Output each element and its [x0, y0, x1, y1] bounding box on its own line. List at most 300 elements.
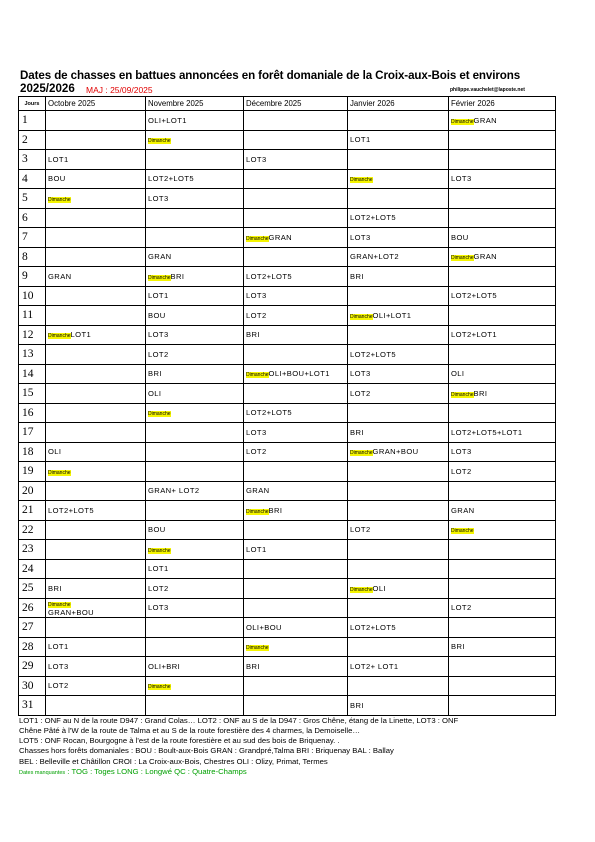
hunt-entry: BRI [48, 583, 62, 593]
hunt-cell [244, 169, 348, 189]
hunt-entry: OLI+LOT1 [148, 115, 187, 125]
hunt-cell [244, 540, 348, 560]
hunt-entry: LOT2+LOT5 [350, 349, 397, 359]
table-row [19, 657, 556, 677]
table-row [19, 228, 556, 248]
hunt-cell [46, 208, 146, 228]
hunt-entry: LOT2 [350, 388, 371, 398]
hunt-cell [449, 540, 556, 560]
day-number: 8 [19, 247, 46, 267]
hunt-entry: LOT3 [148, 193, 169, 203]
table-row [19, 286, 556, 306]
hunt-entry: LOT1 [48, 642, 69, 652]
hunt-cell [146, 364, 244, 384]
table-row [19, 676, 556, 696]
hunt-cell [244, 676, 348, 696]
hunt-cell [449, 228, 556, 248]
hunt-entry: LOT2+LOT5 [48, 505, 95, 515]
hunt-cell [46, 345, 146, 365]
hunt-cell [348, 111, 449, 131]
hunt-cell [449, 501, 556, 521]
table-row [19, 559, 556, 579]
hunt-calendar-table [18, 96, 556, 716]
hunt-cell [244, 267, 348, 287]
day-number: 23 [19, 540, 46, 560]
hunt-entry: LOT2+LOT5 [350, 622, 397, 632]
hunt-cell [46, 150, 146, 170]
hunt-entry: LOT2 [148, 349, 169, 359]
hunt-cell [46, 189, 146, 209]
hunt-cell [244, 423, 348, 443]
hunt-cell [46, 579, 146, 599]
hunt-cell [46, 696, 146, 716]
hunt-cell [244, 462, 348, 482]
hunt-cell [449, 579, 556, 599]
hunt-cell [244, 520, 348, 540]
table-row [19, 130, 556, 150]
hunt-entry: BRI [148, 369, 162, 379]
hunt-cell [244, 111, 348, 131]
sunday-marker: Dimanche [48, 333, 71, 340]
table-row [19, 520, 556, 540]
hunt-cell [449, 384, 556, 404]
hunt-cell [46, 559, 146, 579]
column-header-days: Jours [19, 97, 46, 111]
day-number: 28 [19, 637, 46, 657]
hunt-cell [146, 189, 244, 209]
page-title: Dates de chasses en battues annoncées en forêt domaniale de la Croix-aux-Bois et environs [20, 69, 521, 82]
hunt-entry: GRAN+BOU [48, 607, 95, 617]
hunt-cell [46, 501, 146, 521]
hunt-cell [449, 267, 556, 287]
hunt-cell [46, 306, 146, 326]
hunt-cell [348, 637, 449, 657]
hunt-cell [46, 130, 146, 150]
hunt-entry: LOT2 [246, 447, 267, 457]
calendar-body [19, 111, 556, 716]
hunt-cell [244, 579, 348, 599]
day-number: 17 [19, 423, 46, 443]
hunt-entry: LOT1 [148, 291, 169, 301]
hunt-cell [449, 286, 556, 306]
day-number: 4 [19, 169, 46, 189]
hunt-cell [146, 208, 244, 228]
hunt-cell [244, 130, 348, 150]
table-row [19, 462, 556, 482]
table-row [19, 442, 556, 462]
hunt-cell [449, 189, 556, 209]
hunt-cell [244, 189, 348, 209]
table-row [19, 637, 556, 657]
hunt-entry: LOT2+ LOT1 [350, 661, 399, 671]
table-row [19, 403, 556, 423]
hunt-entry: GRAN [451, 505, 475, 515]
hunt-cell [146, 345, 244, 365]
hunt-cell [244, 208, 348, 228]
hunt-entry: BRI [473, 388, 488, 398]
hunt-cell [244, 403, 348, 423]
hunt-cell [244, 247, 348, 267]
hunt-cell [146, 169, 244, 189]
hunt-entry: OLI [148, 388, 162, 398]
hunt-cell [46, 384, 146, 404]
table-row [19, 423, 556, 443]
column-header-month: Janvier 2026 [348, 97, 449, 111]
hunt-cell [146, 676, 244, 696]
contact-email: philippe.vauchelet@laposte.net [450, 87, 525, 93]
sunday-marker: Dimanche [451, 118, 474, 125]
hunt-cell [449, 481, 556, 501]
hunt-cell [146, 540, 244, 560]
day-number: 10 [19, 286, 46, 306]
missing-dates-text: : TOG : Toges LONG : Longwé QC : Quatre-Champs [65, 767, 247, 776]
hunt-entry: LOT2 [148, 583, 169, 593]
hunt-cell [348, 598, 449, 618]
hunt-cell [449, 637, 556, 657]
hunt-entry: OLI+LOT1 [372, 310, 412, 320]
hunt-entry: LOT1 [148, 564, 169, 574]
hunt-cell [244, 481, 348, 501]
hunt-cell [348, 228, 449, 248]
hunt-cell [146, 130, 244, 150]
table-row [19, 540, 556, 560]
hunt-entry: BRI [451, 642, 465, 652]
hunt-entry: LOT2+LOT5 [246, 408, 293, 418]
hunt-cell [146, 481, 244, 501]
hunt-entry: BRI [350, 271, 364, 281]
day-number: 15 [19, 384, 46, 404]
hunt-cell [244, 559, 348, 579]
column-header-month: Novembre 2025 [146, 97, 244, 111]
hunt-cell [146, 423, 244, 443]
day-number: 27 [19, 618, 46, 638]
sunday-marker: Dimanche [148, 684, 171, 691]
table-row [19, 247, 556, 267]
hunt-entry: GRAN+LOT2 [350, 252, 399, 262]
hunt-cell [244, 306, 348, 326]
day-number: 18 [19, 442, 46, 462]
hunt-cell [244, 501, 348, 521]
day-number: 9 [19, 267, 46, 287]
sunday-marker: Dimanche [246, 235, 269, 242]
hunt-cell [348, 579, 449, 599]
season-label: 2025/2026 [20, 82, 75, 95]
hunt-entry: LOT2 [350, 525, 371, 535]
hunt-cell [348, 657, 449, 677]
hunt-cell [146, 598, 244, 618]
hunt-cell [146, 559, 244, 579]
hunt-cell [46, 364, 146, 384]
hunt-entry: BRI [350, 427, 364, 437]
day-number: 22 [19, 520, 46, 540]
sunday-marker: Dimanche [148, 411, 171, 418]
hunt-cell [449, 111, 556, 131]
day-number: 3 [19, 150, 46, 170]
hunt-cell [146, 520, 244, 540]
hunt-entry: BOU [148, 525, 166, 535]
hunt-cell [146, 618, 244, 638]
column-header-month: Décembre 2025 [244, 97, 348, 111]
sunday-marker: Dimanche [350, 586, 373, 593]
hunt-cell [146, 306, 244, 326]
hunt-cell [46, 403, 146, 423]
hunt-entry: BRI [246, 661, 260, 671]
hunt-entry: BRI [268, 505, 283, 515]
hunt-cell [46, 228, 146, 248]
hunt-cell [348, 618, 449, 638]
hunt-cell [244, 637, 348, 657]
hunt-cell [46, 169, 146, 189]
hunt-entry: LOT2 [246, 310, 267, 320]
sunday-marker: Dimanche [451, 391, 474, 398]
hunt-cell [348, 169, 449, 189]
table-row [19, 189, 556, 209]
hunt-entry: LOT3 [451, 174, 472, 184]
hunt-entry: GRAN [268, 232, 293, 242]
column-header-month: Octobre 2025 [46, 97, 146, 111]
hunt-cell [449, 423, 556, 443]
hunt-cell [348, 247, 449, 267]
hunt-cell [449, 130, 556, 150]
sunday-marker: Dimanche [148, 138, 171, 145]
hunt-entry: LOT2 [451, 603, 472, 613]
sunday-marker: Dimanche [350, 450, 373, 457]
update-date: MAJ : 25/09/2025 [86, 85, 153, 95]
hunt-cell [46, 286, 146, 306]
table-row [19, 325, 556, 345]
table-row [19, 169, 556, 189]
hunt-entry: LOT3 [350, 232, 371, 242]
hunt-cell [449, 598, 556, 618]
day-number: 11 [19, 306, 46, 326]
day-number: 16 [19, 403, 46, 423]
day-number: 21 [19, 501, 46, 521]
hunt-cell [449, 364, 556, 384]
hunt-cell [46, 520, 146, 540]
hunt-cell [46, 657, 146, 677]
hunt-cell [146, 462, 244, 482]
day-number: 20 [19, 481, 46, 501]
hunt-cell [244, 442, 348, 462]
hunt-cell [449, 325, 556, 345]
hunt-entry: LOT2+LOT5 [350, 213, 397, 223]
sunday-marker: Dimanche [246, 508, 269, 515]
sunday-marker: Dimanche [148, 547, 171, 554]
hunt-cell [244, 657, 348, 677]
table-header-row [19, 97, 556, 111]
hunt-cell [348, 345, 449, 365]
hunt-entry: LOT3 [148, 330, 169, 340]
hunt-cell [348, 130, 449, 150]
hunt-entry: LOT2+LOT5 [246, 271, 293, 281]
hunt-entry: GRAN+ LOT2 [148, 486, 200, 496]
hunt-cell [348, 286, 449, 306]
hunt-entry: BRI [350, 700, 364, 710]
sunday-marker: Dimanche [48, 469, 71, 476]
legend-line: Chêne Pâté à l'W de la route de Talma et au S de la route forestière des 4 charmes, la Demoiselle… [19, 726, 361, 735]
hunt-cell [146, 637, 244, 657]
day-number: 29 [19, 657, 46, 677]
sunday-marker: Dimanche [451, 528, 474, 535]
hunt-cell [46, 442, 146, 462]
hunt-cell [46, 423, 146, 443]
day-number: 26 [19, 598, 46, 618]
table-row [19, 306, 556, 326]
hunt-entry: LOT2+LOT5 [451, 291, 498, 301]
hunt-cell [146, 286, 244, 306]
hunt-entry: LOT2+LOT5 [148, 174, 195, 184]
day-number: 12 [19, 325, 46, 345]
hunt-cell [449, 403, 556, 423]
hunt-entry: BRI [246, 330, 260, 340]
legend-line: LOT1 : ONF au N de la route D947 : Grand Colas… LOT2 : ONF au S de la D947 : Gros Chêne, étang de la Linette, LOT3 : ONF [19, 716, 459, 725]
hunt-entry: LOT3 [48, 661, 69, 671]
hunt-cell [46, 598, 146, 618]
hunt-entry: LOT2 [451, 466, 472, 476]
hunt-cell [146, 657, 244, 677]
day-number: 19 [19, 462, 46, 482]
hunt-entry: LOT3 [451, 447, 472, 457]
legend-line: BEL : Belleville et Châtillon CROI : La Croix-aux-Bois, Chestres OLI : Olizy, Primat, Termes [19, 757, 328, 766]
hunt-cell [449, 345, 556, 365]
hunt-cell [244, 345, 348, 365]
hunt-entry: LOT2 [48, 681, 69, 691]
hunt-cell [146, 228, 244, 248]
hunt-cell [46, 481, 146, 501]
hunt-entry: GRAN [473, 115, 498, 125]
hunt-cell [46, 637, 146, 657]
hunt-entry: LOT3 [246, 291, 267, 301]
hunt-cell [146, 403, 244, 423]
hunt-cell [348, 325, 449, 345]
day-number: 13 [19, 345, 46, 365]
hunt-cell [449, 208, 556, 228]
hunt-entry: BOU [451, 232, 469, 242]
sunday-marker: Dimanche [350, 313, 373, 320]
hunt-cell [244, 618, 348, 638]
hunt-entry: GRAN [148, 252, 172, 262]
hunt-cell [146, 501, 244, 521]
hunt-cell [146, 111, 244, 131]
hunt-entry: GRAN [473, 252, 498, 262]
hunt-entry: LOT3 [148, 603, 169, 613]
table-row [19, 696, 556, 716]
hunt-cell [46, 462, 146, 482]
hunt-cell [146, 325, 244, 345]
hunt-entry: GRAN [246, 486, 270, 496]
hunt-cell [348, 267, 449, 287]
hunt-entry: LOT1 [350, 135, 371, 145]
hunt-cell [244, 286, 348, 306]
hunt-entry: BOU [48, 174, 66, 184]
hunt-cell [348, 189, 449, 209]
day-number: 31 [19, 696, 46, 716]
hunt-cell [348, 442, 449, 462]
hunt-cell [348, 462, 449, 482]
table-row [19, 150, 556, 170]
hunt-entry: LOT3 [246, 427, 267, 437]
hunt-cell [46, 267, 146, 287]
hunt-cell [348, 364, 449, 384]
hunt-cell [449, 520, 556, 540]
hunt-cell [244, 696, 348, 716]
hunt-cell [449, 657, 556, 677]
hunt-cell [146, 384, 244, 404]
hunt-cell [348, 384, 449, 404]
day-number: 2 [19, 130, 46, 150]
hunt-cell [348, 208, 449, 228]
hunt-cell [348, 306, 449, 326]
sunday-marker: Dimanche [48, 196, 71, 203]
day-number: 25 [19, 579, 46, 599]
hunt-cell [244, 384, 348, 404]
hunt-cell [244, 228, 348, 248]
hunt-cell [348, 150, 449, 170]
missing-dates-label: Dates manquantes [19, 770, 66, 776]
hunt-entry: OLI [451, 369, 465, 379]
legend-line: Chasses hors forêts domaniales : BOU : Boult-aux-Bois GRAN : Grandpré,Talma BRI : Briquenay BAL : Ballay [19, 746, 394, 755]
sunday-marker: Dimanche [246, 372, 269, 379]
hunt-cell [244, 598, 348, 618]
hunt-cell [146, 150, 244, 170]
hunt-cell [449, 150, 556, 170]
hunt-cell [449, 169, 556, 189]
hunt-cell [146, 247, 244, 267]
hunt-entry: LOT3 [246, 154, 267, 164]
table-row [19, 618, 556, 638]
hunt-entry: OLI [372, 583, 386, 593]
table-row [19, 364, 556, 384]
hunt-cell [46, 618, 146, 638]
hunt-entry: BRI [170, 271, 185, 281]
table-row [19, 345, 556, 365]
day-number: 7 [19, 228, 46, 248]
hunt-entry: OLI [48, 447, 62, 457]
hunt-cell [146, 696, 244, 716]
hunt-cell [244, 325, 348, 345]
sunday-marker: Dimanche [48, 601, 71, 608]
table-row [19, 481, 556, 501]
hunt-entry: BOU [148, 310, 166, 320]
hunt-cell [244, 150, 348, 170]
table-row [19, 267, 556, 287]
hunt-cell [449, 696, 556, 716]
table-row [19, 501, 556, 521]
hunt-cell [146, 267, 244, 287]
column-header-month: Février 2026 [449, 97, 556, 111]
table-row [19, 111, 556, 131]
hunt-cell [46, 540, 146, 560]
sunday-marker: Dimanche [148, 274, 171, 281]
hunt-entry: OLI+BOU+LOT1 [268, 369, 330, 379]
hunt-cell [146, 442, 244, 462]
hunt-entry: OLI+BOU [246, 622, 282, 632]
table-row [19, 598, 556, 618]
hunt-entry: LOT2+LOT1 [451, 330, 498, 340]
hunt-cell [348, 559, 449, 579]
day-number: 1 [19, 111, 46, 131]
table-row [19, 208, 556, 228]
hunt-cell [348, 676, 449, 696]
hunt-cell [146, 579, 244, 599]
day-number: 24 [19, 559, 46, 579]
table-row [19, 384, 556, 404]
hunt-cell [46, 111, 146, 131]
hunt-entry: GRAN+BOU [372, 447, 419, 457]
sunday-marker: Dimanche [451, 255, 474, 262]
legend-line: LOT5 : ONF Rocan, Bourgogne à l'est de la route forestière et au sud des bois de Briquenay. . [19, 736, 340, 745]
hunt-cell [348, 481, 449, 501]
